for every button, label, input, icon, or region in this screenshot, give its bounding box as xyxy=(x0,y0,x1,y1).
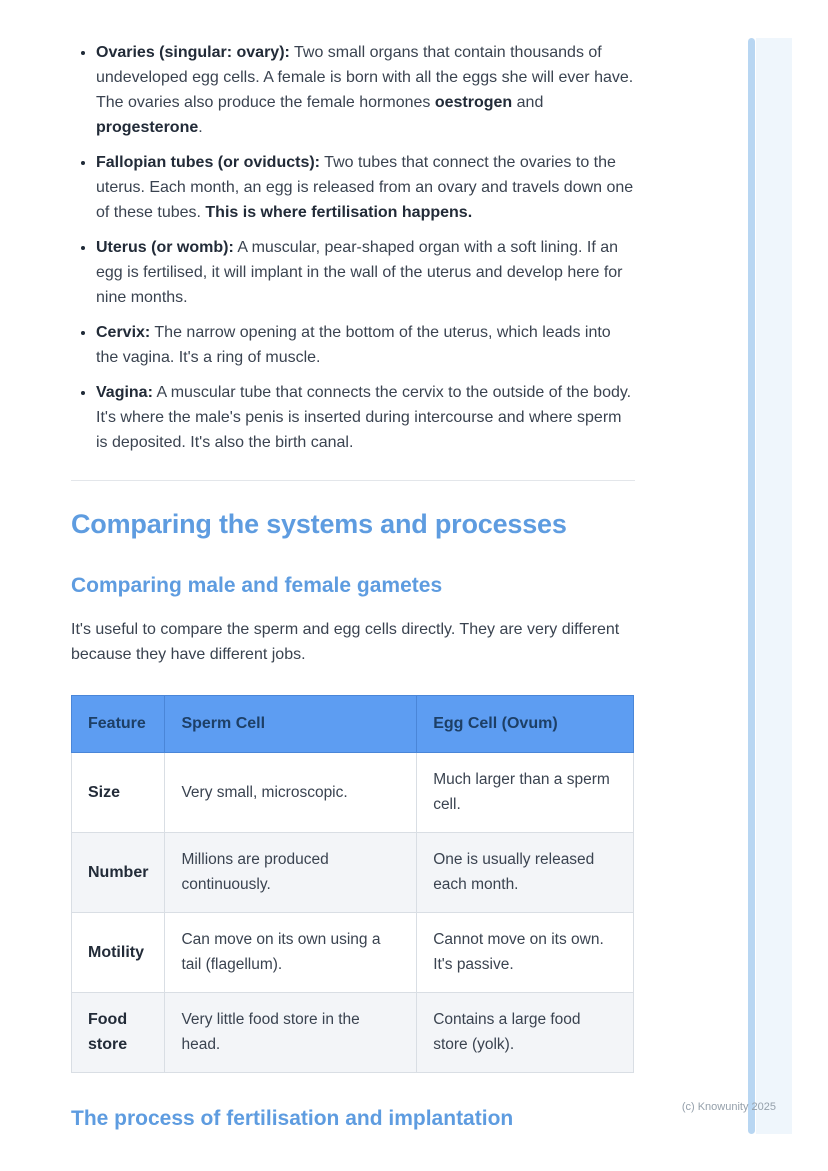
table-cell-egg: One is usually released each month. xyxy=(417,832,634,912)
bold-term: Uterus (or womb): xyxy=(96,239,234,256)
list-item-vagina xyxy=(96,380,635,455)
table-cell-sperm: Millions are produced continuously. xyxy=(165,832,417,912)
table-cell-feature: Motility xyxy=(72,912,165,992)
body-text: Two small organs that contain thousands of undeveloped egg cells. A female is born with all the eggs she will ever have. The ovaries also produce the female hormones xyxy=(96,44,634,111)
table-cell-feature: Size xyxy=(72,752,165,832)
list-item-cervix xyxy=(96,320,635,370)
table-row-motility xyxy=(72,912,634,992)
table-header-row xyxy=(72,695,634,752)
document-content xyxy=(71,30,635,1131)
table-row-food-store xyxy=(72,992,634,1072)
body-text: A muscular, pear-shaped organ with a soft lining. If an egg is fertilised, it will implant in the wall of the uterus and develop here for nine months. xyxy=(96,239,623,306)
table-header-sperm-cell: Sperm Cell xyxy=(165,695,417,752)
table-cell-egg: Contains a large food store (yolk). xyxy=(417,992,634,1072)
table-row-size xyxy=(72,752,634,832)
gametes-comparison-table xyxy=(71,695,634,1073)
body-text: . xyxy=(198,119,203,136)
body-text: Two tubes that connect the ovaries to the uterus. Each month, an egg is released from an ovary and travels down one of these tubes. xyxy=(96,154,634,221)
list-item-ovaries xyxy=(96,40,635,140)
table-cell-sperm: Can move on its own using a tail (flagellum). xyxy=(165,912,417,992)
intro-paragraph: It's useful to compare the sperm and egg cells directly. They are very different because they have different jobs. xyxy=(71,620,620,663)
table-cell-sperm: Very small, microscopic. xyxy=(165,752,417,832)
bold-term: This is where fertilisation happens. xyxy=(205,204,473,221)
body-text: and xyxy=(512,94,544,111)
copyright-watermark: (c) Knowunity 2025 xyxy=(681,1101,776,1113)
bold-term: oestrogen xyxy=(434,94,513,111)
table-row-number xyxy=(72,832,634,912)
page-edge-strip xyxy=(756,38,792,1134)
body-text: A muscular tube that connects the cervix to the outside of the body. It's where the male's penis is inserted during intercourse and where sperm is deposited. It's also the birth canal. xyxy=(96,384,632,451)
section-heading: Comparing the systems and processes xyxy=(71,509,567,539)
scrollbar-thumb[interactable] xyxy=(748,38,755,1134)
table-cell-egg: Cannot move on its own. It's passive. xyxy=(417,912,634,992)
table-header-egg-cell: Egg Cell (Ovum) xyxy=(417,695,634,752)
table-cell-feature: Number xyxy=(72,832,165,912)
body-text: The narrow opening at the bottom of the uterus, which leads into the vagina. It's a ring of muscle. xyxy=(96,324,611,366)
table-cell-egg: Much larger than a sperm cell. xyxy=(417,752,634,832)
bold-term: Ovaries (singular: ovary): xyxy=(96,44,290,61)
subsection-heading-gametes: Comparing male and female gametes xyxy=(71,574,443,598)
list-item-uterus xyxy=(96,235,635,310)
female-anatomy-list xyxy=(71,40,635,455)
list-item-fallopian-tubes xyxy=(96,150,635,225)
bold-term: Vagina: xyxy=(96,384,153,401)
table-cell-sperm: Very little food store in the head. xyxy=(165,992,417,1072)
bold-term: Fallopian tubes (or oviducts): xyxy=(96,154,321,171)
subsection-heading-fertilisation: The process of fertilisation and implantation xyxy=(71,1106,514,1130)
table-cell-feature: Food store xyxy=(72,992,165,1072)
bold-term: progesterone xyxy=(96,119,199,136)
section-divider xyxy=(71,480,635,481)
bold-term: Cervix: xyxy=(96,324,151,341)
table-header-feature: Feature xyxy=(72,695,165,752)
